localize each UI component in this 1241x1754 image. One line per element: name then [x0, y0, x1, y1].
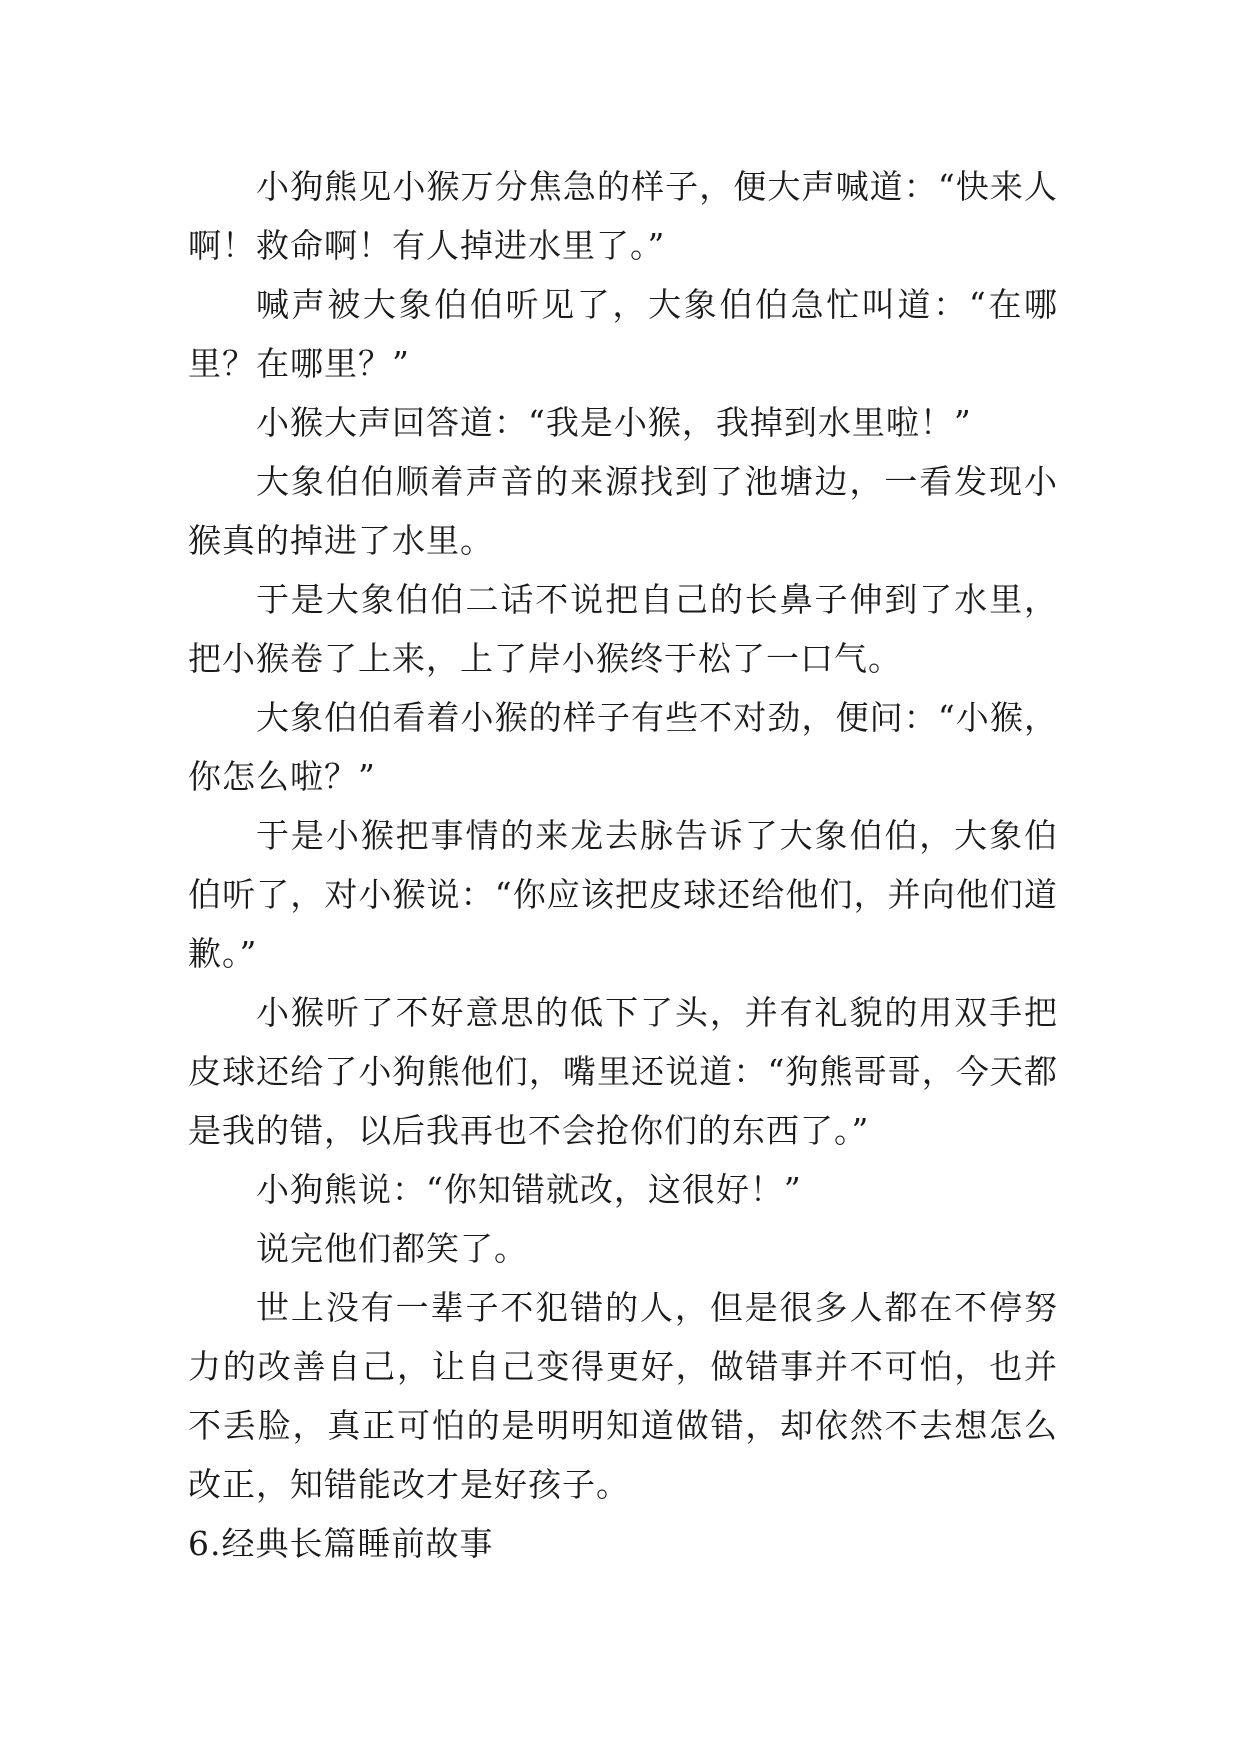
paragraph: 喊声被大象伯伯听见了，大象伯伯急忙叫道：“在哪里？在哪里？”: [188, 285, 1058, 383]
paragraph: 于是小猴把事情的来龙去脉告诉了大象伯伯，大象伯伯听了，对小猴说：“你应该把皮球还给他们，并向他们道歉。”: [188, 816, 1058, 973]
paragraph: 小猴大声回答道：“我是小猴，我掉到水里啦！”: [256, 403, 972, 442]
paragraph: 小猴听了不好意思的低下了头，并有礼貌的用双手把皮球还给了小狗熊他们，嘴里还说道：“狗熊哥哥，今天都是我的错，以后我再也不会抢你们的东西了。”: [188, 993, 1058, 1150]
paragraph: 小狗熊说：“你知错就改，这很好！”: [256, 1170, 802, 1209]
paragraph: 大象伯伯看着小猴的样子有些不对劲，便问：“小猴，你怎么啦？”: [188, 698, 1058, 796]
story-body: [188, 157, 1058, 1573]
paragraph: 说完他们都笑了。: [256, 1229, 528, 1268]
paragraph: 大象伯伯顺着声音的来源找到了池塘边，一看发现小猴真的掉进了水里。: [188, 462, 1058, 560]
paragraph: 世上没有一辈子不犯错的人，但是很多人都在不停努力的改善自己，让自己变得更好，做错事并不可怕，也并不丢脸，真正可怕的是明明知道做错，却依然不去想怎么改正，知错能改才是好孩子。: [188, 1288, 1058, 1504]
section-heading: 6.经典长篇睡前故事: [188, 1524, 494, 1563]
paragraph: 小狗熊见小猴万分焦急的样子，便大声喊道：“快来人啊！救命啊！有人掉进水里了。”: [188, 167, 1058, 265]
paragraph: 于是大象伯伯二话不说把自己的长鼻子伸到了水里，把小猴卷了上来，上了岸小猴终于松了一口气。: [188, 580, 1058, 678]
